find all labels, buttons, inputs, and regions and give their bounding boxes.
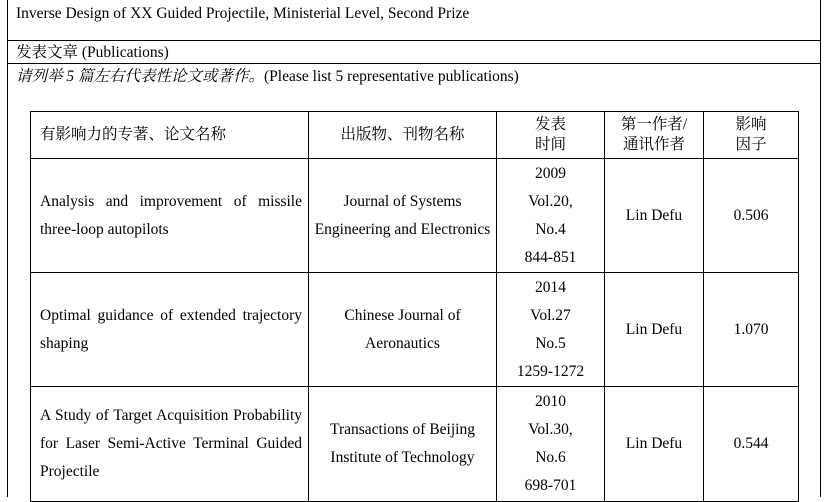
publications-instruction: [16, 66, 816, 88]
table-row: [31, 387, 799, 502]
journal-name: Transactions of Beijing Institute of Technology: [309, 387, 497, 502]
divider: [7, 63, 821, 64]
publications-heading: 发表文章 (Publications): [16, 44, 169, 61]
paper-title: Optimal guidance of extended trajectory shaping: [31, 273, 309, 387]
publication-time: 2010 Vol.30, No.6 698-701: [497, 387, 605, 502]
impact-factor: 0.544: [704, 387, 799, 502]
table-row: [31, 273, 799, 387]
instruction-chinese: 请列举 5 篇左右代表性论文或著作。: [16, 68, 265, 85]
journal-name: Chinese Journal of Aeronautics: [309, 273, 497, 387]
award-text: Inverse Design of XX Guided Projectile, Ministerial Level, Second Prize: [16, 5, 470, 22]
publication-time: 2014 Vol.27 No.5 1259-1272: [497, 273, 605, 387]
table-header-row: [31, 112, 799, 159]
publications-table: [30, 111, 799, 502]
outer-border-right: [820, 0, 821, 497]
first-author: Lin Defu: [605, 159, 704, 273]
outer-border-left: [7, 0, 8, 497]
impact-factor: 1.070: [704, 273, 799, 387]
paper-title: Analysis and improvement of missile three-loop autopilots: [31, 159, 309, 273]
header-author: 第一作者/ 通讯作者: [605, 112, 704, 159]
publication-time: 2009 Vol.20, No.4 844-851: [497, 159, 605, 273]
first-author: Lin Defu: [605, 387, 704, 502]
first-author: Lin Defu: [605, 273, 704, 387]
impact-factor: 0.506: [704, 159, 799, 273]
divider: [7, 40, 821, 41]
header-title: 有影响力的专著、论文名称: [31, 112, 309, 159]
journal-name: Journal of Systems Engineering and Electronics: [309, 159, 497, 273]
paper-title: A Study of Target Acquisition Probability for Laser Semi-Active Terminal Guided Projectile: [31, 387, 309, 502]
header-time: 发表 时间: [497, 112, 605, 159]
instruction-english: (Please list 5 representative publications): [264, 68, 519, 85]
header-impact: 影响 因子: [704, 112, 799, 159]
header-journal: 出版物、刊物名称: [309, 112, 497, 159]
table-row: [31, 159, 799, 273]
